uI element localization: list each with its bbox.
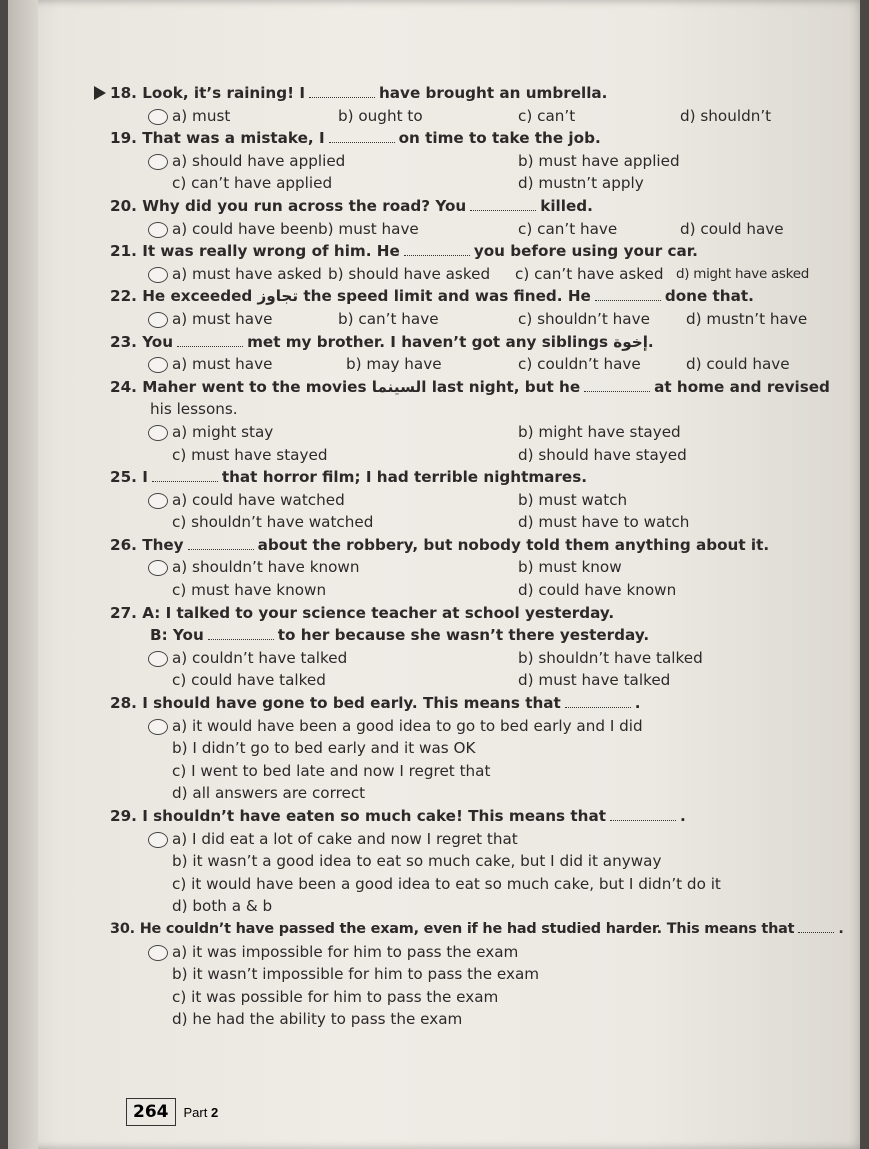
answer-blank[interactable] [309, 83, 375, 98]
options-row [110, 218, 840, 241]
options-row [110, 421, 840, 444]
option-d[interactable]: d) mustn’t apply [518, 174, 644, 193]
option-d[interactable]: d) might have asked [676, 265, 809, 282]
option-b[interactable]: b) must have applied [518, 151, 680, 170]
option-b[interactable]: b) might have stayed [518, 422, 681, 441]
options-row [110, 150, 840, 173]
question-21 [110, 240, 840, 285]
answer-radio[interactable] [148, 154, 168, 170]
answer-radio[interactable] [148, 267, 168, 283]
option-d[interactable]: d) must have talked [518, 671, 671, 690]
options-row [110, 647, 840, 670]
option-d[interactable]: d) shouldn’t [680, 106, 772, 125]
option-c[interactable]: c) it would have been a good idea to eat so much cake, but I didn’t do it [172, 874, 721, 893]
question-stem: 20. Why did you run across the road? You killed. [110, 196, 593, 215]
option-c[interactable]: c) can’t have applied [172, 174, 333, 193]
question-27 [110, 602, 840, 692]
option-b[interactable]: b) must watch [518, 490, 628, 509]
option-d[interactable]: d) should have stayed [518, 445, 687, 464]
option-b[interactable]: b) can’t have [338, 309, 439, 328]
option-c[interactable]: c) must have stayed [172, 445, 328, 464]
option-a[interactable]: a) it would have been a good idea to go to bed early and I did [110, 715, 840, 738]
question-26 [110, 534, 840, 602]
option-b[interactable]: b) should have asked [328, 264, 491, 283]
option-b[interactable]: b) it wasn’t impossible for him to pass the exam [172, 965, 540, 984]
question-20 [110, 195, 840, 240]
answer-radio[interactable] [148, 651, 168, 667]
options-row [110, 308, 840, 331]
answer-radio[interactable] [148, 719, 168, 735]
answer-radio[interactable] [148, 109, 168, 125]
option-d[interactable]: d) could have [686, 355, 790, 374]
options-row [110, 511, 840, 534]
options-row [110, 172, 840, 195]
question-18 [110, 82, 840, 127]
option-a[interactable]: a) must have [172, 355, 273, 374]
option-a[interactable]: a) I did eat a lot of cake and now I regret that [110, 828, 840, 851]
question-stem-continued: his lessons. [150, 400, 238, 419]
option-d[interactable]: d) he had the ability to pass the exam [172, 1010, 463, 1029]
option-a[interactable]: a) must [172, 106, 231, 125]
question-30 [110, 918, 844, 1031]
answer-radio[interactable] [148, 832, 168, 848]
question-stem: 21. It was really wrong of him. He you before using your car. [110, 242, 698, 261]
question-stem: 19. That was a mistake, I on time to take the job. [110, 129, 601, 148]
question-stem: 26. They about the robbery, but nobody told them anything about it. [110, 535, 770, 554]
question-stem: 27. A: I talked to your science teacher at school yesterday. [110, 603, 615, 622]
option-c[interactable]: c) I went to bed late and now I regret that [172, 761, 491, 780]
part-label: Part 2 [183, 1104, 219, 1120]
options-row [110, 444, 840, 467]
question-stem: 22. He exceeded تجاوز the speed limit and was fined. He done that. [110, 287, 754, 306]
page-footer [126, 1098, 218, 1126]
answer-blank[interactable] [208, 625, 274, 640]
option-c[interactable]: c) could have talked [172, 671, 326, 690]
option-a[interactable]: a) could have watched [172, 490, 345, 509]
option-c[interactable]: c) shouldn’t have [518, 309, 650, 328]
option-b[interactable]: b) must have [318, 219, 419, 238]
option-d[interactable]: d) mustn’t have [686, 309, 808, 328]
answer-blank[interactable] [798, 918, 834, 933]
option-a[interactable]: a) must have asked [172, 264, 322, 283]
option-a[interactable]: a) it was impossible for him to pass the exam [110, 941, 840, 964]
answer-radio[interactable] [148, 560, 168, 576]
question-stem: 25. I that horror film; I had terrible nightmares. [110, 468, 588, 487]
option-a[interactable]: a) must have [172, 309, 273, 328]
answer-radio[interactable] [148, 222, 168, 238]
question-29 [110, 805, 840, 918]
option-d[interactable]: d) could have [680, 219, 784, 238]
option-d[interactable]: d) must have to watch [518, 513, 690, 532]
answer-blank[interactable] [470, 196, 536, 211]
answer-radio[interactable] [148, 945, 168, 961]
answer-radio[interactable] [148, 312, 168, 328]
answer-blank[interactable] [610, 806, 676, 821]
question-stem: 28. I should have gone to bed early. This means that . [110, 694, 641, 713]
option-b[interactable]: b) may have [346, 355, 442, 374]
option-a[interactable]: a) could have been [172, 219, 319, 238]
question-19 [110, 127, 840, 195]
options-row [110, 556, 840, 579]
question-stem: 24. Maher went to the movies السينما last night, but he at home and revised [110, 377, 830, 396]
question-stem: 29. I shouldn’t have eaten so much cake! This means that . [110, 807, 686, 825]
answer-radio[interactable] [148, 493, 168, 509]
question-stem: 23. You met my brother. I haven’t got any siblings إخوة. [110, 332, 654, 351]
exercise-content [110, 82, 844, 1031]
option-a[interactable]: a) shouldn’t have known [172, 558, 360, 577]
option-c[interactable]: c) can’t have [518, 219, 618, 238]
answer-blank[interactable] [404, 241, 470, 256]
answer-radio[interactable] [148, 357, 168, 373]
book-spine [8, 0, 38, 1149]
options-row [110, 489, 840, 512]
question-24 [110, 376, 840, 466]
option-a[interactable]: a) might stay [172, 422, 274, 441]
options-row [110, 353, 840, 376]
option-a[interactable]: a) couldn’t have talked [172, 648, 348, 667]
option-b[interactable]: b) shouldn’t have talked [518, 648, 703, 667]
options-row [110, 579, 840, 602]
answer-blank[interactable] [584, 377, 650, 392]
question-25 [110, 466, 840, 534]
option-b[interactable]: b) it wasn’t a good idea to eat so much cake, but I did it anyway [172, 852, 662, 871]
option-a[interactable]: a) should have applied [172, 151, 346, 170]
question-28 [110, 692, 840, 805]
options-row [110, 105, 840, 128]
answer-blank[interactable] [188, 535, 254, 550]
option-c[interactable]: c) can’t [518, 106, 576, 125]
answer-blank[interactable] [152, 467, 218, 482]
answer-blank[interactable] [565, 693, 631, 708]
option-c[interactable]: c) must have known [172, 581, 327, 600]
question-22 [110, 285, 840, 330]
option-d[interactable]: d) could have known [518, 581, 677, 600]
option-b[interactable]: b) ought to [338, 106, 423, 125]
question-stem: 30. He couldn’t have passed the exam, even if he had studied harder. This means that . [110, 918, 840, 941]
option-d[interactable]: d) both a & b [172, 897, 273, 916]
options-row [110, 263, 840, 286]
option-b[interactable]: b) must know [518, 558, 622, 577]
option-b[interactable]: b) I didn’t go to bed early and it was OK [172, 739, 476, 758]
option-c[interactable]: c) shouldn’t have watched [172, 513, 374, 532]
question-stem: 18. Look, it’s raining! I have brought an umbrella. [110, 84, 608, 102]
question-23 [110, 331, 840, 376]
answer-radio[interactable] [148, 425, 168, 441]
answer-blank[interactable] [329, 128, 395, 143]
option-d[interactable]: d) all answers are correct [172, 784, 366, 803]
page-number: 264 [126, 1098, 176, 1126]
question-stem-reply: B: You to her because she wasn’t there yesterday. [150, 626, 650, 645]
option-c[interactable]: c) can’t have asked [515, 264, 664, 283]
options-row [110, 669, 840, 692]
answer-blank[interactable] [595, 286, 661, 301]
option-c[interactable]: c) it was possible for him to pass the exam [172, 987, 499, 1006]
answer-blank[interactable] [177, 332, 243, 347]
option-c[interactable]: c) couldn’t have [518, 355, 641, 374]
arrow-marker-icon [94, 86, 106, 100]
